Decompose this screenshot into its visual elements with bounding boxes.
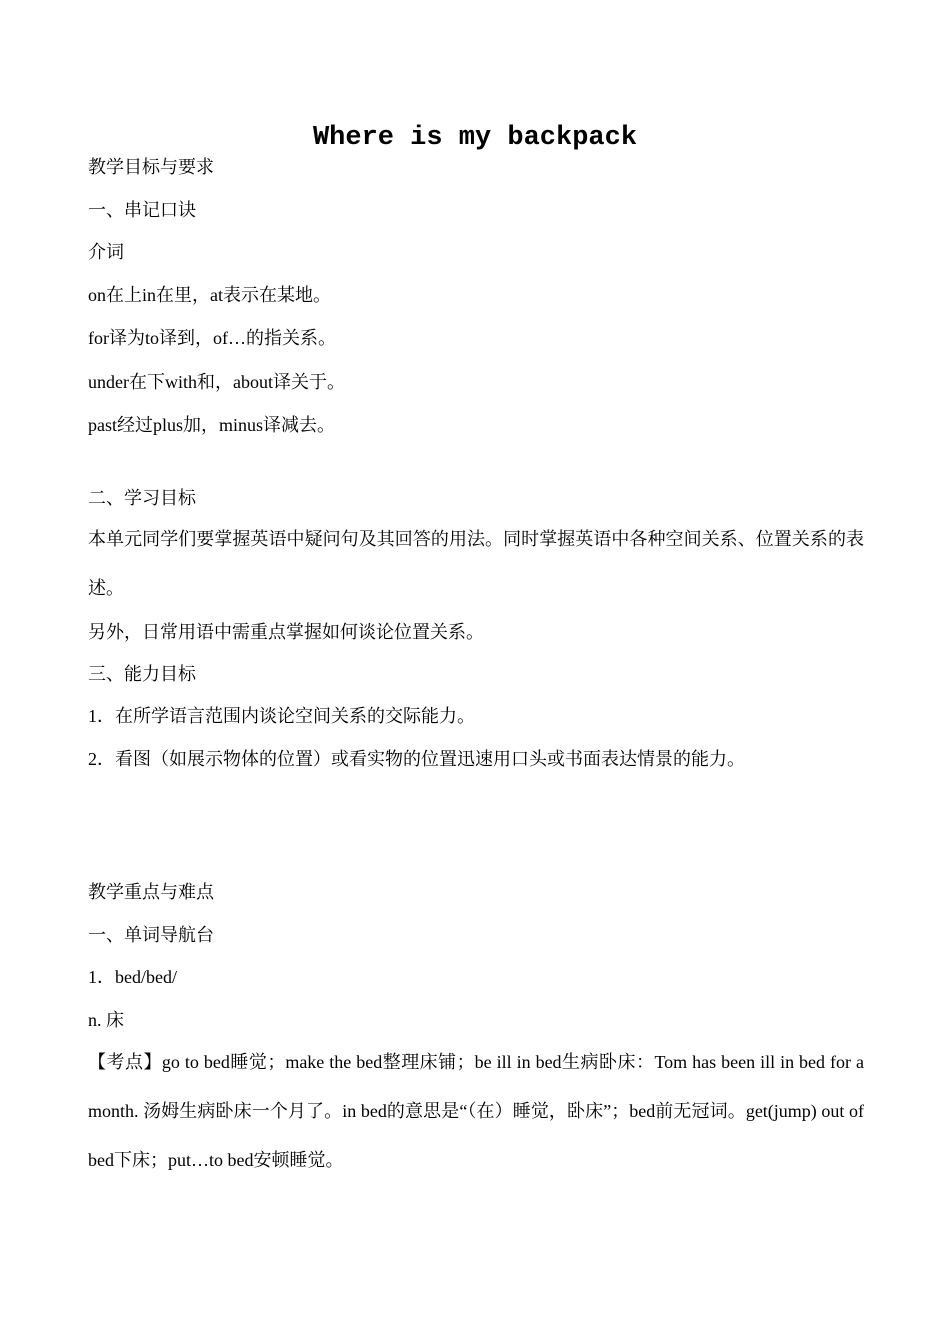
word-entry: 1．bed/bed/ (88, 967, 177, 987)
learning-goals-extra: 另外，日常用语中需重点掌握如何谈论位置关系。 (88, 622, 484, 642)
subheading-learning-goals: 二、学习目标 (88, 488, 196, 508)
section-heading-key-points: 教学重点与难点 (88, 882, 214, 902)
subheading-rhymes: 一、串记口诀 (88, 200, 196, 220)
rhyme-line: for译为to译到，of…的指关系。 (88, 328, 336, 348)
document-title: Where is my backpack (312, 123, 638, 153)
rhyme-line: under在下with和，about译关于。 (88, 372, 345, 392)
ability-item: 2．看图（如展示物体的位置）或看实物的位置迅速用口头或书面表达情景的能力。 (88, 749, 745, 769)
rhyme-line: past经过plus加，minus译减去。 (88, 415, 336, 435)
ability-item: 1．在所学语言范围内谈论空间关系的交际能力。 (88, 706, 475, 726)
word-part-of-speech: n. 床 (88, 1010, 124, 1030)
prepositions-label: 介词 (88, 242, 124, 262)
rhyme-line: on在上in在里，at表示在某地。 (88, 285, 331, 305)
exam-point-paragraph: 【考点】go to bed睡觉；make the bed整理床铺；be ill in bed生病卧床：Tom has been ill in bed for a month. 汤姆生病卧床一个月了。in bed的意思是“（在）睡觉，卧床”；bed前无冠词。get(jump) out of bed下床；put…to bed安顿睡觉。 (88, 1052, 864, 1170)
section-heading-goals: 教学目标与要求 (88, 157, 214, 177)
learning-goals-paragraph: 本单元同学们要掌握英语中疑问句及其回答的用法。同时掌握英语中各种空间关系、位置关系的表述。 (88, 529, 864, 598)
subheading-word-navigation: 一、单词导航台 (88, 925, 214, 945)
subheading-ability-goals: 三、能力目标 (88, 664, 196, 684)
